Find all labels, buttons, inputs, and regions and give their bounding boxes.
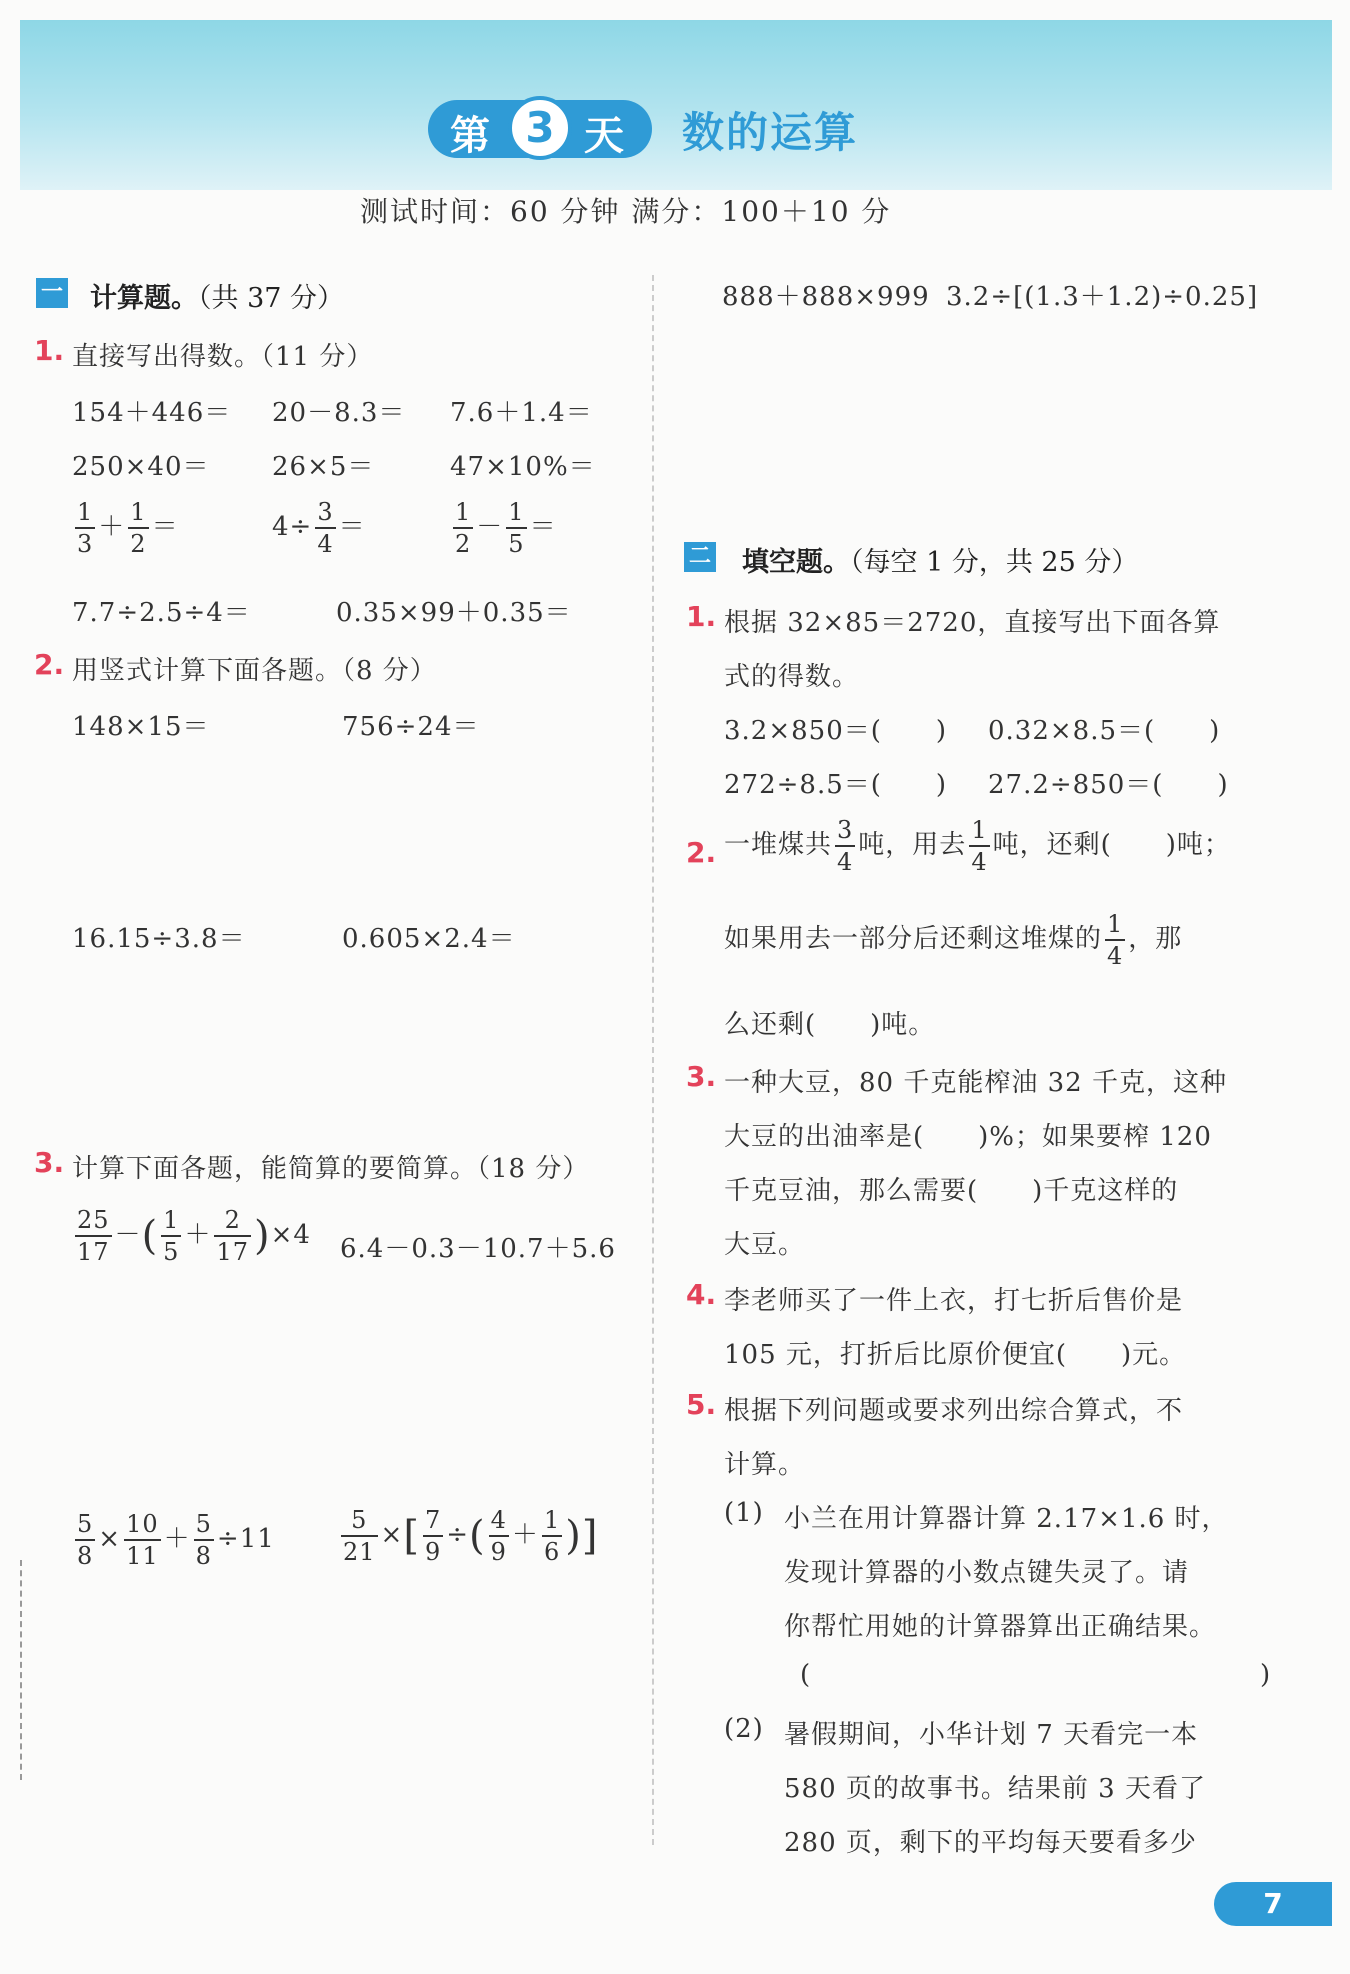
question-text: 根据下列问题或要求列出综合算式，不	[724, 1396, 1184, 1426]
day-badge	[428, 100, 652, 158]
question-number: 2.	[34, 648, 65, 681]
expression: 888＋888×999	[722, 282, 930, 312]
question-text: 小兰在用计算器计算 2.17×1.6 时，	[784, 1504, 1229, 1534]
section-title	[742, 540, 1138, 579]
question-text: 用竖式计算下面各题。（8 分）	[72, 656, 437, 686]
section-badge: 一	[36, 278, 68, 308]
answer-blank-right: )	[1260, 1660, 1272, 1690]
question-text: 580 页的故事书。结果前 3 天看了	[784, 1774, 1206, 1804]
question-text: 李老师买了一件上衣，打七折后售价是	[724, 1286, 1184, 1316]
fraction-expression: $\frac{1}{2}$ － $\frac{1}{5}$ ＝	[455, 498, 557, 558]
question-text: 大豆。	[724, 1230, 806, 1260]
fraction: $\frac{3}{4}$	[317, 498, 334, 558]
expression: 16.15÷3.8＝	[72, 924, 246, 954]
fraction: $\frac{3}{4}$	[837, 816, 854, 876]
expression: 7.6＋1.4＝	[450, 398, 593, 428]
expression: 7.7÷2.5÷4＝	[72, 598, 251, 628]
answer-blank-left: (	[800, 1660, 812, 1690]
fraction: $\frac{1}{2}$	[130, 498, 147, 558]
expression: 756÷24＝	[342, 712, 480, 742]
fraction: $\frac{7}{9}$	[424, 1506, 442, 1566]
section-score: （共 37 分）	[198, 283, 345, 314]
fraction-expression: 4÷ $\frac{3}{4}$ ＝	[272, 498, 366, 558]
section-title	[90, 276, 344, 315]
fill-blank: 3.2×850＝( )	[724, 716, 948, 746]
question-number: 2.	[686, 836, 717, 869]
section-badge: 二	[684, 542, 716, 572]
fraction: $\frac{2}{17}$	[216, 1206, 250, 1266]
question-text: 千克豆油，那么需要( )千克这样的	[724, 1176, 1179, 1206]
question-number: 3.	[34, 1146, 65, 1179]
question-text: 式的得数。	[724, 662, 860, 692]
expression: 47×10%＝	[450, 452, 596, 482]
question-text: 直接写出得数。（11 分）	[72, 342, 374, 372]
header-band	[20, 20, 1332, 190]
fraction-expression: $\frac{25}{17}$ －( $\frac{1}{5}$ ＋ $\frac{2}{17}$ )×4	[77, 1206, 311, 1266]
section-score: （每空 1 分，共 25 分）	[850, 547, 1139, 578]
expression: 26×5＝	[272, 452, 375, 482]
sub-question-label: (2)	[724, 1714, 764, 1744]
section-title-text: 填空题。	[742, 547, 850, 578]
fraction: $\frac{5}{8}$	[195, 1510, 212, 1570]
fraction-expression: $\frac{5}{21}$ ×[ $\frac{7}{9}$ ÷( $\frac{4}{9}$ ＋ $\frac{1}{6}$ )]	[343, 1506, 599, 1566]
expression: 250×40＝	[72, 452, 210, 482]
section-title-text: 计算题。	[90, 283, 198, 314]
expression: 0.35×99＋0.35＝	[336, 598, 572, 628]
cut-line	[20, 1560, 22, 1780]
expression: 20－8.3＝	[272, 398, 406, 428]
question-text: 暑假期间，小华计划 7 天看完一本	[784, 1720, 1199, 1750]
day-label-first: 第	[450, 113, 490, 159]
expression: 6.4－0.3－10.7＋5.6	[340, 1234, 616, 1264]
question-text: 280 页，剩下的平均每天要看多少	[784, 1828, 1197, 1858]
question-text: 计算下面各题，能简算的要简算。（18 分）	[72, 1154, 590, 1184]
expression: 148×15＝	[72, 712, 210, 742]
day-number: 3	[508, 96, 572, 160]
fraction: $\frac{4}{9}$	[490, 1506, 507, 1566]
fraction: $\frac{1}{5}$	[508, 498, 525, 558]
question-text: 你帮忙用她的计算器算出正确结果。	[784, 1612, 1217, 1642]
fraction: $\frac{5}{21}$	[343, 1506, 376, 1566]
question-text: 105 元，打折后比原价便宜( )元。	[724, 1340, 1187, 1370]
fraction: $\frac{1}{4}$	[1107, 910, 1124, 970]
fraction: $\frac{25}{17}$	[77, 1206, 110, 1266]
question-number: 5.	[686, 1388, 717, 1421]
fraction: $\frac{1}{4}$	[971, 816, 988, 876]
fraction: $\frac{5}{8}$	[77, 1510, 94, 1570]
page-title: 数的运算	[682, 108, 859, 157]
page-number: 7	[1214, 1882, 1332, 1926]
question-text: 发现计算器的小数点键失灵了。请	[784, 1558, 1190, 1588]
question-text: 大豆的出油率是( )%；如果要榨 120	[724, 1122, 1212, 1152]
fraction: $\frac{1}{3}$	[77, 498, 94, 558]
fraction: $\frac{1}{6}$	[543, 1506, 561, 1566]
fraction: $\frac{1}{5}$	[163, 1206, 180, 1266]
question-text: 么还剩( )吨。	[724, 1010, 936, 1040]
question-number: 1.	[686, 600, 717, 633]
question-text: 计算。	[724, 1450, 806, 1480]
question-text: 根据 32×85＝2720，直接写出下面各算	[724, 608, 1221, 638]
question-number: 4.	[686, 1278, 717, 1311]
question-text: 一堆煤共 $\frac{3}{4}$ 吨，用去 $\frac{1}{4}$ 吨，还剩( )吨；	[724, 816, 1231, 876]
day-label-last: 天	[584, 113, 624, 159]
question-number: 1.	[34, 334, 65, 367]
expression: 3.2÷[(1.3＋1.2)÷0.25]	[946, 282, 1259, 312]
expression: 154＋446＝	[72, 398, 232, 428]
question-text: 一种大豆，80 千克能榨油 32 千克，这种	[724, 1068, 1227, 1098]
test-info: 测试时间：60 分钟 满分：100＋10 分	[360, 195, 892, 228]
fraction: $\frac{10}{11}$	[126, 1510, 159, 1570]
fill-blank: 27.2÷850＝( )	[988, 770, 1229, 800]
fraction-expression: $\frac{5}{8}$ × $\frac{10}{11}$ ＋ $\frac{5}{8}$ ÷11	[77, 1510, 275, 1570]
expression: 0.605×2.4＝	[342, 924, 516, 954]
column-divider	[652, 275, 654, 1845]
question-number: 3.	[686, 1060, 717, 1093]
sub-question-label: (1)	[724, 1498, 764, 1528]
fraction-expression: $\frac{1}{3}$ ＋ $\frac{1}{2}$ ＝	[77, 498, 179, 558]
fill-blank: 0.32×8.5＝( )	[988, 716, 1221, 746]
fill-blank: 272÷8.5＝( )	[724, 770, 948, 800]
question-text: 如果用去一部分后还剩这堆煤的 $\frac{1}{4}$ ，那	[724, 910, 1183, 970]
fraction: $\frac{1}{2}$	[455, 498, 472, 558]
